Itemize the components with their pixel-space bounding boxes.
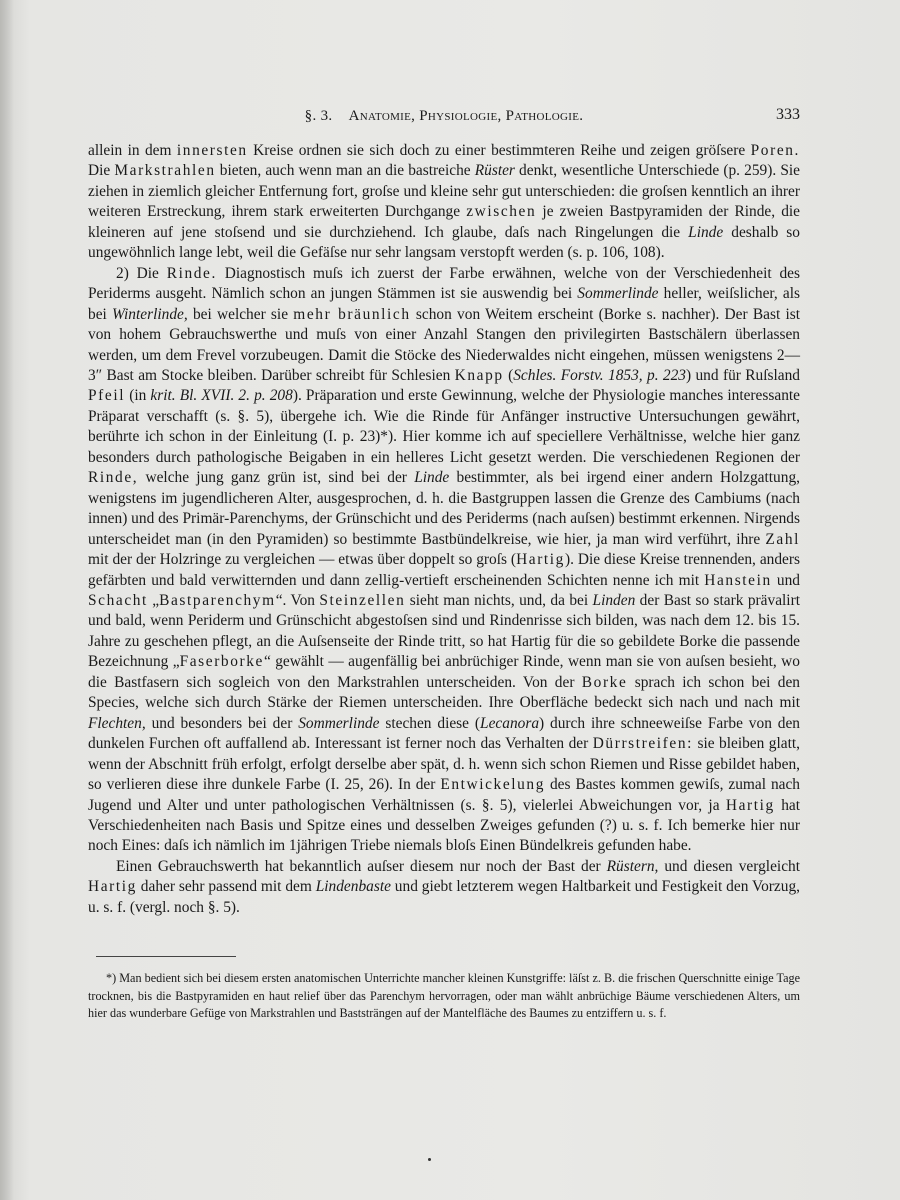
paragraph [88, 857, 800, 918]
text-run: Rüstern, [606, 857, 659, 875]
text-run: mehr bräunlich [293, 305, 411, 323]
text-run: allein in dem [88, 142, 177, 159]
footnote-text: *) Man bedient sich bei diesem ersten anatomischen Unterrichte mancher kleinen Kunstgriffe: läſst z. B. die frischen Querschnitte einige Tage trocknen, bis die Bastpyramiden en haut relief über das Parenchym hervorragen, oder man wählt anbrüchige Bäume verschiedenen Alters, um hier das wunderbare Gefüge von Markstrahlen und Baststrängen auf der Mantelfläche des Baumes zu entziffern u. s. f. [88, 971, 800, 1020]
text-run: bei welcher sie [187, 305, 294, 323]
text-run: Linde [688, 223, 724, 241]
text-run: denkt, wesentliche Unterschiede (p. 259). Sie ziehen in ziemlich gleicher Entfernung fort, groſse und kleine sehr gut unterschieden: die groſsen kenntlich an ihrer weiteren Erstreckung, ihrem stark erweiterten Durchgange [88, 162, 800, 221]
text-run: Schles. Forstv. 1853, p. 223 [513, 366, 686, 384]
text-run: innersten [176, 142, 248, 159]
paragraph [88, 141, 800, 264]
text-run: Diagnostisch muſs ich zuerst der Farbe erwähnen, welche von der Verschiedenheit des Periderms ausgeht. Nämlich schon an jungen Stämmen ist sie auswendig bei [88, 264, 800, 303]
text-run: Hartig [516, 551, 565, 569]
text-run: ). Die diese Kreise trennenden, anders gefärbten und bald verwitternden und dann zellig-vertieft erscheinenden Schichten nenne ich mit [88, 551, 800, 589]
text-run: Borke [581, 673, 628, 691]
text-run: Schacht [88, 591, 148, 609]
text-run: heller, weiſslicher, als bei [88, 285, 800, 323]
text-run: Lindenbaste [315, 878, 391, 896]
text-run: Dürrstreifen: [592, 735, 693, 753]
text-run: welche jung ganz grün ist, sind bei der [138, 469, 415, 487]
text-run: Entwickelung [440, 776, 546, 794]
text-run: stechen diese ( [379, 714, 481, 732]
text-run: Linden [592, 591, 636, 609]
text-run: ) und für Ruſsland [686, 366, 800, 384]
text-run: Sommerlinde [298, 714, 380, 732]
text-run: ( [503, 366, 514, 384]
text-run: Hartig [725, 796, 775, 814]
text-run: Rinde. [166, 264, 217, 282]
text-run: Bastparenchym [159, 591, 276, 609]
text-run: krit. Bl. XVII. 2. p. 208 [150, 387, 293, 405]
text-run: Linde [414, 469, 450, 487]
text-run: und [771, 571, 800, 589]
text-run: und giebt letzterem wegen Haltbarkeit und Festigkeit den Vorzug, u. s. f. (vergl. noch §. 5). [88, 878, 800, 916]
text-run: bieten, auch wenn man an die bastreiche [215, 162, 475, 180]
text-run: “ gewählt — augenfällig bei anbrüchiger Rinde, wenn man sie von auſsen besieht, wo die Bastfasern sich sogleich von den Markstrahlen unterscheiden. Von der [88, 653, 800, 691]
text-run: Faserborke [179, 653, 264, 671]
page-header [88, 108, 800, 130]
section-number: §. 3. [304, 108, 333, 124]
text-run: sprach ich schon bei den Species, welche sich durch Stärke der Riemen unterscheiden. Ihre Oberfläche bedeckt sich nach und nach mit [88, 673, 800, 712]
text-run: sieht man nichts, und, da bei [405, 591, 593, 609]
text-run: Die [88, 162, 115, 180]
text-run: sie bleiben glatt, wenn der Abschnitt früh erfolgt, erfolgt derselbe aber spät, d. h. wenn sich schon Riemen und Risse gebildet haben, so verlieren diese ihre dunkele Farbe (I. 25, 26). In der [88, 735, 800, 794]
paragraph [88, 264, 800, 857]
scan-speck [428, 1158, 431, 1161]
text-run: Winterlinde, [112, 305, 188, 323]
text-run: 2) Die [116, 264, 167, 282]
text-run: (in [125, 387, 151, 405]
text-run: Einen Gebrauchswerth hat bekanntlich auſser diesem nur noch der Bast der [116, 857, 607, 875]
text-run: Steinzellen [319, 591, 406, 609]
text-run: Zahl [765, 530, 800, 548]
text-run: und besonders bei der [145, 714, 299, 732]
text-run: bestimmter, als bei irgend einer andern Holzgattung, wenigstens im jugendlicheren Alter, ausgesprochen, d. h. die Bastgruppen lassen die Grenze des Cambiums (nach innen) und des Primär-Parenchyms, der Grünschicht und des Periderms (nach auſsen) bestimmt erkennen. Nirgends unterscheidet man (in den Pyramiden) so bestimmte Bastbündelkreise, wie hier, ja man wird verführt, ihre [88, 469, 800, 548]
text-run: deshalb so ungewöhnlich lange lebt, weil die Gefäſse nur sehr langsam verstopft werden (s. p. 106, 108). [88, 223, 800, 262]
text-run: Markstrahlen [114, 162, 216, 180]
text-run: und diesen vergleicht [658, 857, 800, 875]
text-run: Rinde, [88, 469, 139, 487]
text-run: des Bastes kommen gewiſs, zumal nach Jugend und Alter und unter pathologischen Verhältnissen (s. §. 5), vielerlei Abweichungen vor, ja [88, 776, 800, 814]
binding-shadow [0, 0, 14, 1200]
text-run: Sommerlinde [577, 285, 659, 303]
text-run: Lecanora [480, 714, 540, 732]
running-head [88, 108, 800, 125]
text-run: Flechten, [88, 714, 146, 732]
text-run: hat Verschiedenheiten nach Basis und Spitze eines und desselben Zweiges gefunden (?) u. s. f. Ich bemerke hier nur noch Eines: daſs ich nämlich im 1jährigen Triebe niemals bloſs Einen Bündelkreis gefunden habe. [88, 796, 800, 855]
text-run: mit der der Holzringe zu vergleichen — etwas über doppelt so groſs ( [88, 551, 517, 569]
text-run: Hartig [88, 878, 137, 896]
text-run: Pfeil [88, 387, 126, 405]
text-run: Hanstein [704, 571, 772, 589]
text-run: je zweien Bastpyramiden der Rinde, die kleineren auf jene stoſsend und sie durchziehend. Ich glaube, daſs nach Ringelungen die [88, 203, 801, 241]
text-run: ). Präparation und erste Gewinnung, welche der Physiologie manches interessante Präparat verschafft (s. §. 5), übergehe ich. Wie die Rinde für Anfänger instructive Untersuchungen gewährt, berührte ich schon in der Einleitung (I. p. 23)*). Hier komme ich auf speciellere Verhältnisse, welche hier ganz besonders durch pathologische Beigaben in ein helleres Licht gesetzt werden. Die verschiedenen Regionen der [88, 387, 801, 466]
text-run: “. Von [275, 591, 320, 609]
footnote-rule [96, 956, 236, 957]
section-title: Anatomie, Physiologie, Pathologie. [348, 108, 584, 124]
page-number: 333 [776, 106, 800, 123]
text-run: Poren. [750, 142, 800, 159]
text-run: ) durch ihre schneeweiſse Farbe von den dunkelen Furchen oft auffallend ab. Interessant ist ferner noch das Verhalten der [88, 714, 801, 753]
footnote [88, 970, 800, 1023]
text-run: schon von Weitem erscheint (Borke s. nachher). Der Bast ist von hohem Gebrauchswerthe und muſs von einer Anzahl Stangen den privilegirten Bastschälern überlassen werden, um dem Frevel vorzubeugen. Damit die Stöcke des Niederwaldes nicht eingehen, müssen wenigstens 2—3″ Bast am Stocke bleiben. Darüber schreibt für Schlesien [88, 305, 801, 384]
text-run: „ [147, 591, 160, 609]
text-run: Kreise ordnen sie sich doch zu einer bestimmteren Reihe und zeigen gröſsere [247, 142, 751, 159]
text-run: der Bast so stark prävalirt und bald, wenn Periderm und Grünschicht abgestoſsen sind und Rindenrisse sich bilden, was nach dem 12. bis 15. Jahre zu geschehen pflegt, an die Auſsenseite der Rinde tritt, so hat Hartig für die so gebildete Borke die passende Bezeichnung „ [88, 591, 800, 671]
text-run: daher sehr passend mit dem [136, 878, 316, 896]
text-run: zwischen [466, 203, 537, 221]
text-run: Rüster [474, 162, 515, 180]
text-run: Knapp [454, 366, 504, 384]
body-text [88, 141, 800, 918]
